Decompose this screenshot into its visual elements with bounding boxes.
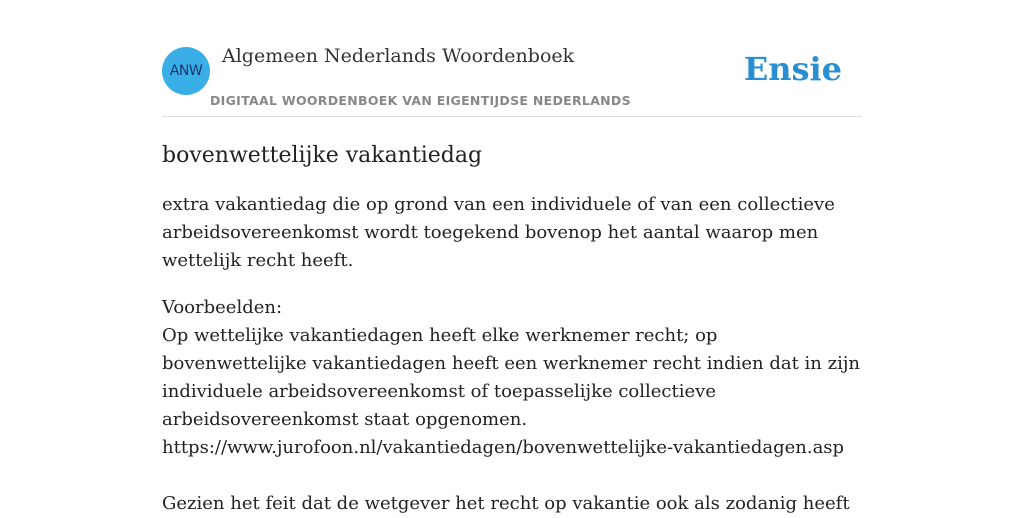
example-text: Gezien het feit dat de wetgever het recht op vakantie ook als zodanig heeft: [162, 493, 850, 514]
example-item: [162, 322, 862, 462]
entry-title: bovenwettelijke vakantiedag: [162, 143, 483, 168]
ensie-brand-link[interactable]: Ensie: [743, 50, 842, 88]
example-source: https://www.jurofoon.nl/vakantiedagen/bovenwettelijke-vakantiedagen.asp: [162, 437, 845, 458]
site-header: [162, 0, 862, 117]
example-item: [162, 490, 862, 518]
anw-logo[interactable]: [162, 47, 210, 95]
page-container: [162, 0, 862, 518]
site-title[interactable]: Algemeen Nederlands Woordenboek: [222, 45, 575, 67]
examples-section: [162, 294, 862, 518]
logo-text: ANW: [169, 63, 203, 79]
examples-label: Voorbeelden:: [162, 297, 283, 318]
entry-definition: extra vakantiedag die op grond van een individuele of van een collectieve arbeidsovereenkomst wordt toegekend bovenop het aantal waarop men wettelijk recht heeft.: [162, 194, 835, 271]
site-subtitle: DIGITAAL WOORDENBOEK VAN EIGENTIJDSE NEDERLANDS: [210, 93, 631, 108]
example-text: Op wettelijke vakantiedagen heeft elke werknemer recht; op bovenwettelijke vakantiedagen heeft een werknemer recht indien dat in zijn individuele arbeidsovereenkomst of toepasselijke collectieve arbeidsovereenkomst staat opgenomen.: [162, 325, 861, 430]
